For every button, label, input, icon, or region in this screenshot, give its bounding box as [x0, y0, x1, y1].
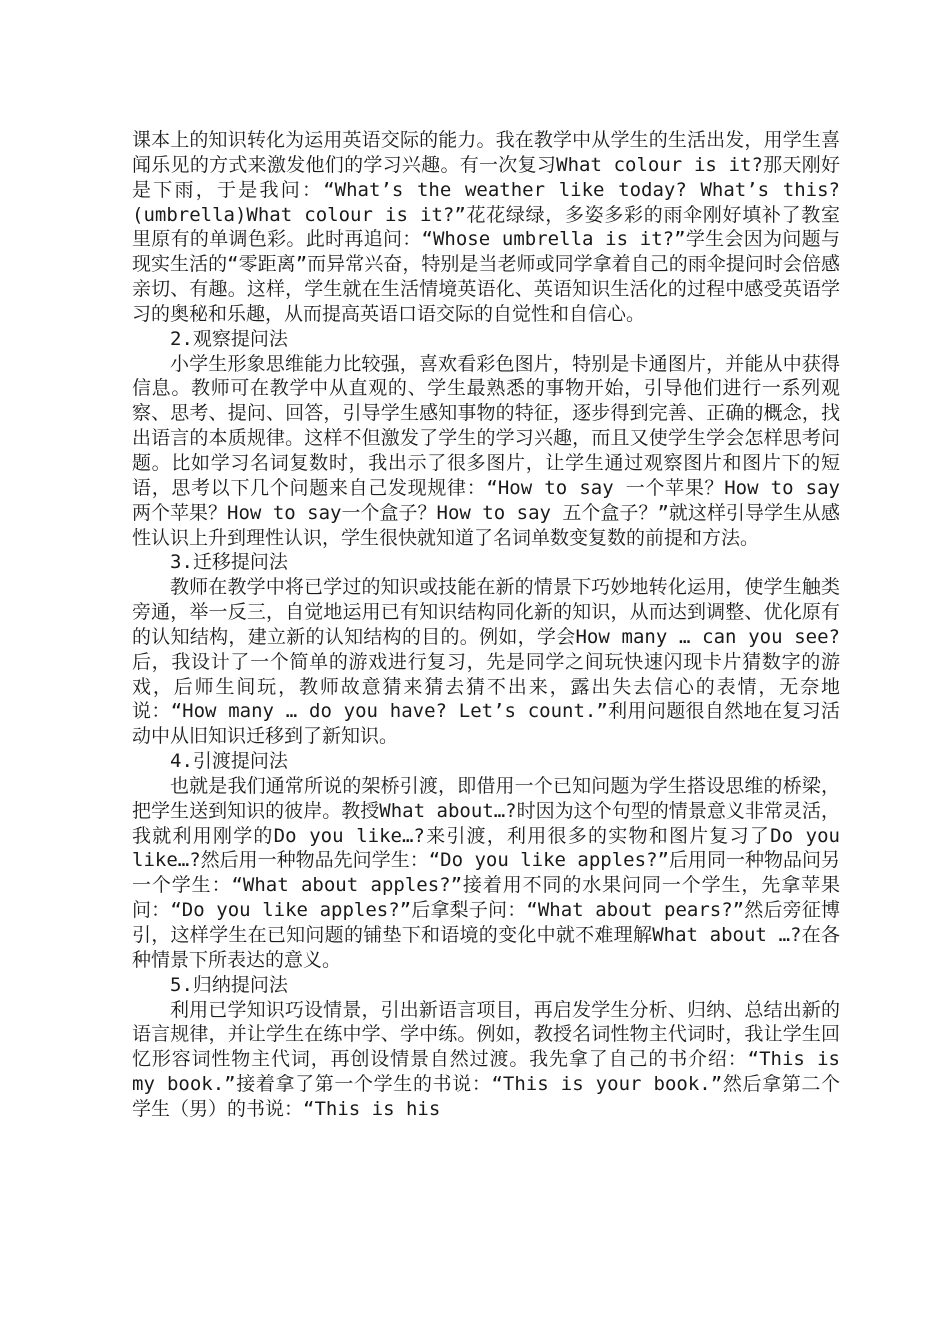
section-body-transfer: 教师在教学中将已学过的知识或技能在新的情景下巧妙地转化运用，使学生触类旁通，举一反三，自觉地运用已有知识结构同化新的知识，从而达到调整、优化原有的认知结构，建立新的认知结构的目的。例如，学会How many … can you see?后，我设计了一个简单的游戏进行复习，先是同学之间玩快速闪现卡片猜数字的游戏，后师生间玩，教师故意猜来猜去猜不出来，露出失去信心的表情，无奈地说：“How many … do you have? Let’s count.”利用问题很自然地在复习活动中从旧知识迁移到了新知识。 [132, 576, 840, 748]
intro-paragraph: 课本上的知识转化为运用英语交际的能力。我在教学中从学生的生活出发，用学生喜闻乐见的方式来激发他们的学习兴趣。有一次复习What colour is it?那天刚好是下雨，于是我问：“What’s the weather like today? What’s this?(umbrella)What colour is it?”花花绿绿，多姿多彩的雨伞刚好填补了教室里原有的单调色彩。此时再追问：“Whose umbrella is it?”学生会因为问题与现实生活的“零距离”而异常兴奋，特别是当老师或同学拿着自己的雨伞提问时会倍感亲切、有趣。这样，学生就在生活情境英语化、英语知识生活化的过程中感受英语学习的奥秘和乐趣，从而提高英语口语交际的自觉性和自信心。 [132, 129, 840, 325]
section-heading-transfer: 3.迁移提问法 [170, 551, 288, 574]
document-page [132, 128, 840, 1122]
section-body-induction: 利用已学知识巧设情景，引出新语言项目，再启发学生分析、归纳、总结出新的语言规律，并让学生在练中学、学中练。例如，教授名词性物主代词时，我让学生回忆形容词性物主代词，再创设情景自然过渡。我先拿了自己的书介绍：“This is my book.”接着拿了第一个学生的书说：“This is your book.”然后拿第二个学生（男）的书说：“This is his [132, 998, 840, 1120]
section-heading-induction: 5.归纳提问法 [170, 973, 288, 996]
section-heading-observation: 2.观察提问法 [170, 327, 288, 350]
section-body-observation: 小学生形象思维能力比较强，喜欢看彩色图片，特别是卡通图片，并能从中获得信息。教师可在教学中从直观的、学生最熟悉的事物开始，引导他们进行一系列观察、思考、提问、回答，引导学生感知事物的特征，逐步得到完善、正确的概念，找出语言的本质规律。这样不但激发了学生的学习兴趣，而且又使学生学会怎样思考问题。比如学习名词复数时，我出示了很多图片，让学生通过观察图片和图片下的短语，思考以下几个问题来自己发现规律：“How to say 一个苹果？How to say 两个苹果？How to say一个盒子？How to say 五个盒子？”就这样引导学生从感性认识上升到理性认识，学生很快就知道了名词单数变复数的前提和方法。 [132, 352, 840, 549]
section-body-bridging: 也就是我们通常所说的架桥引渡，即借用一个已知问题为学生搭设思维的桥梁，把学生送到知识的彼岸。教授What about…?时因为这个句型的情景意义非常灵活，我就利用刚学的Do you like…?来引渡，利用很多的实物和图片复习了Do you like…?然后用一种物品先问学生：“Do you like apples?”后用同一种物品问另一个学生：“What about apples?”接着用不同的水果问同一个学生，先拿苹果问：“Do you like apples?”后拿梨子问：“What about pears?”然后旁征博引，这样学生在已知问题的铺垫下和语境的变化中就不难理解What about …?在各种情景下所表达的意义。 [132, 774, 840, 971]
section-heading-bridging: 4.引渡提问法 [170, 750, 288, 773]
